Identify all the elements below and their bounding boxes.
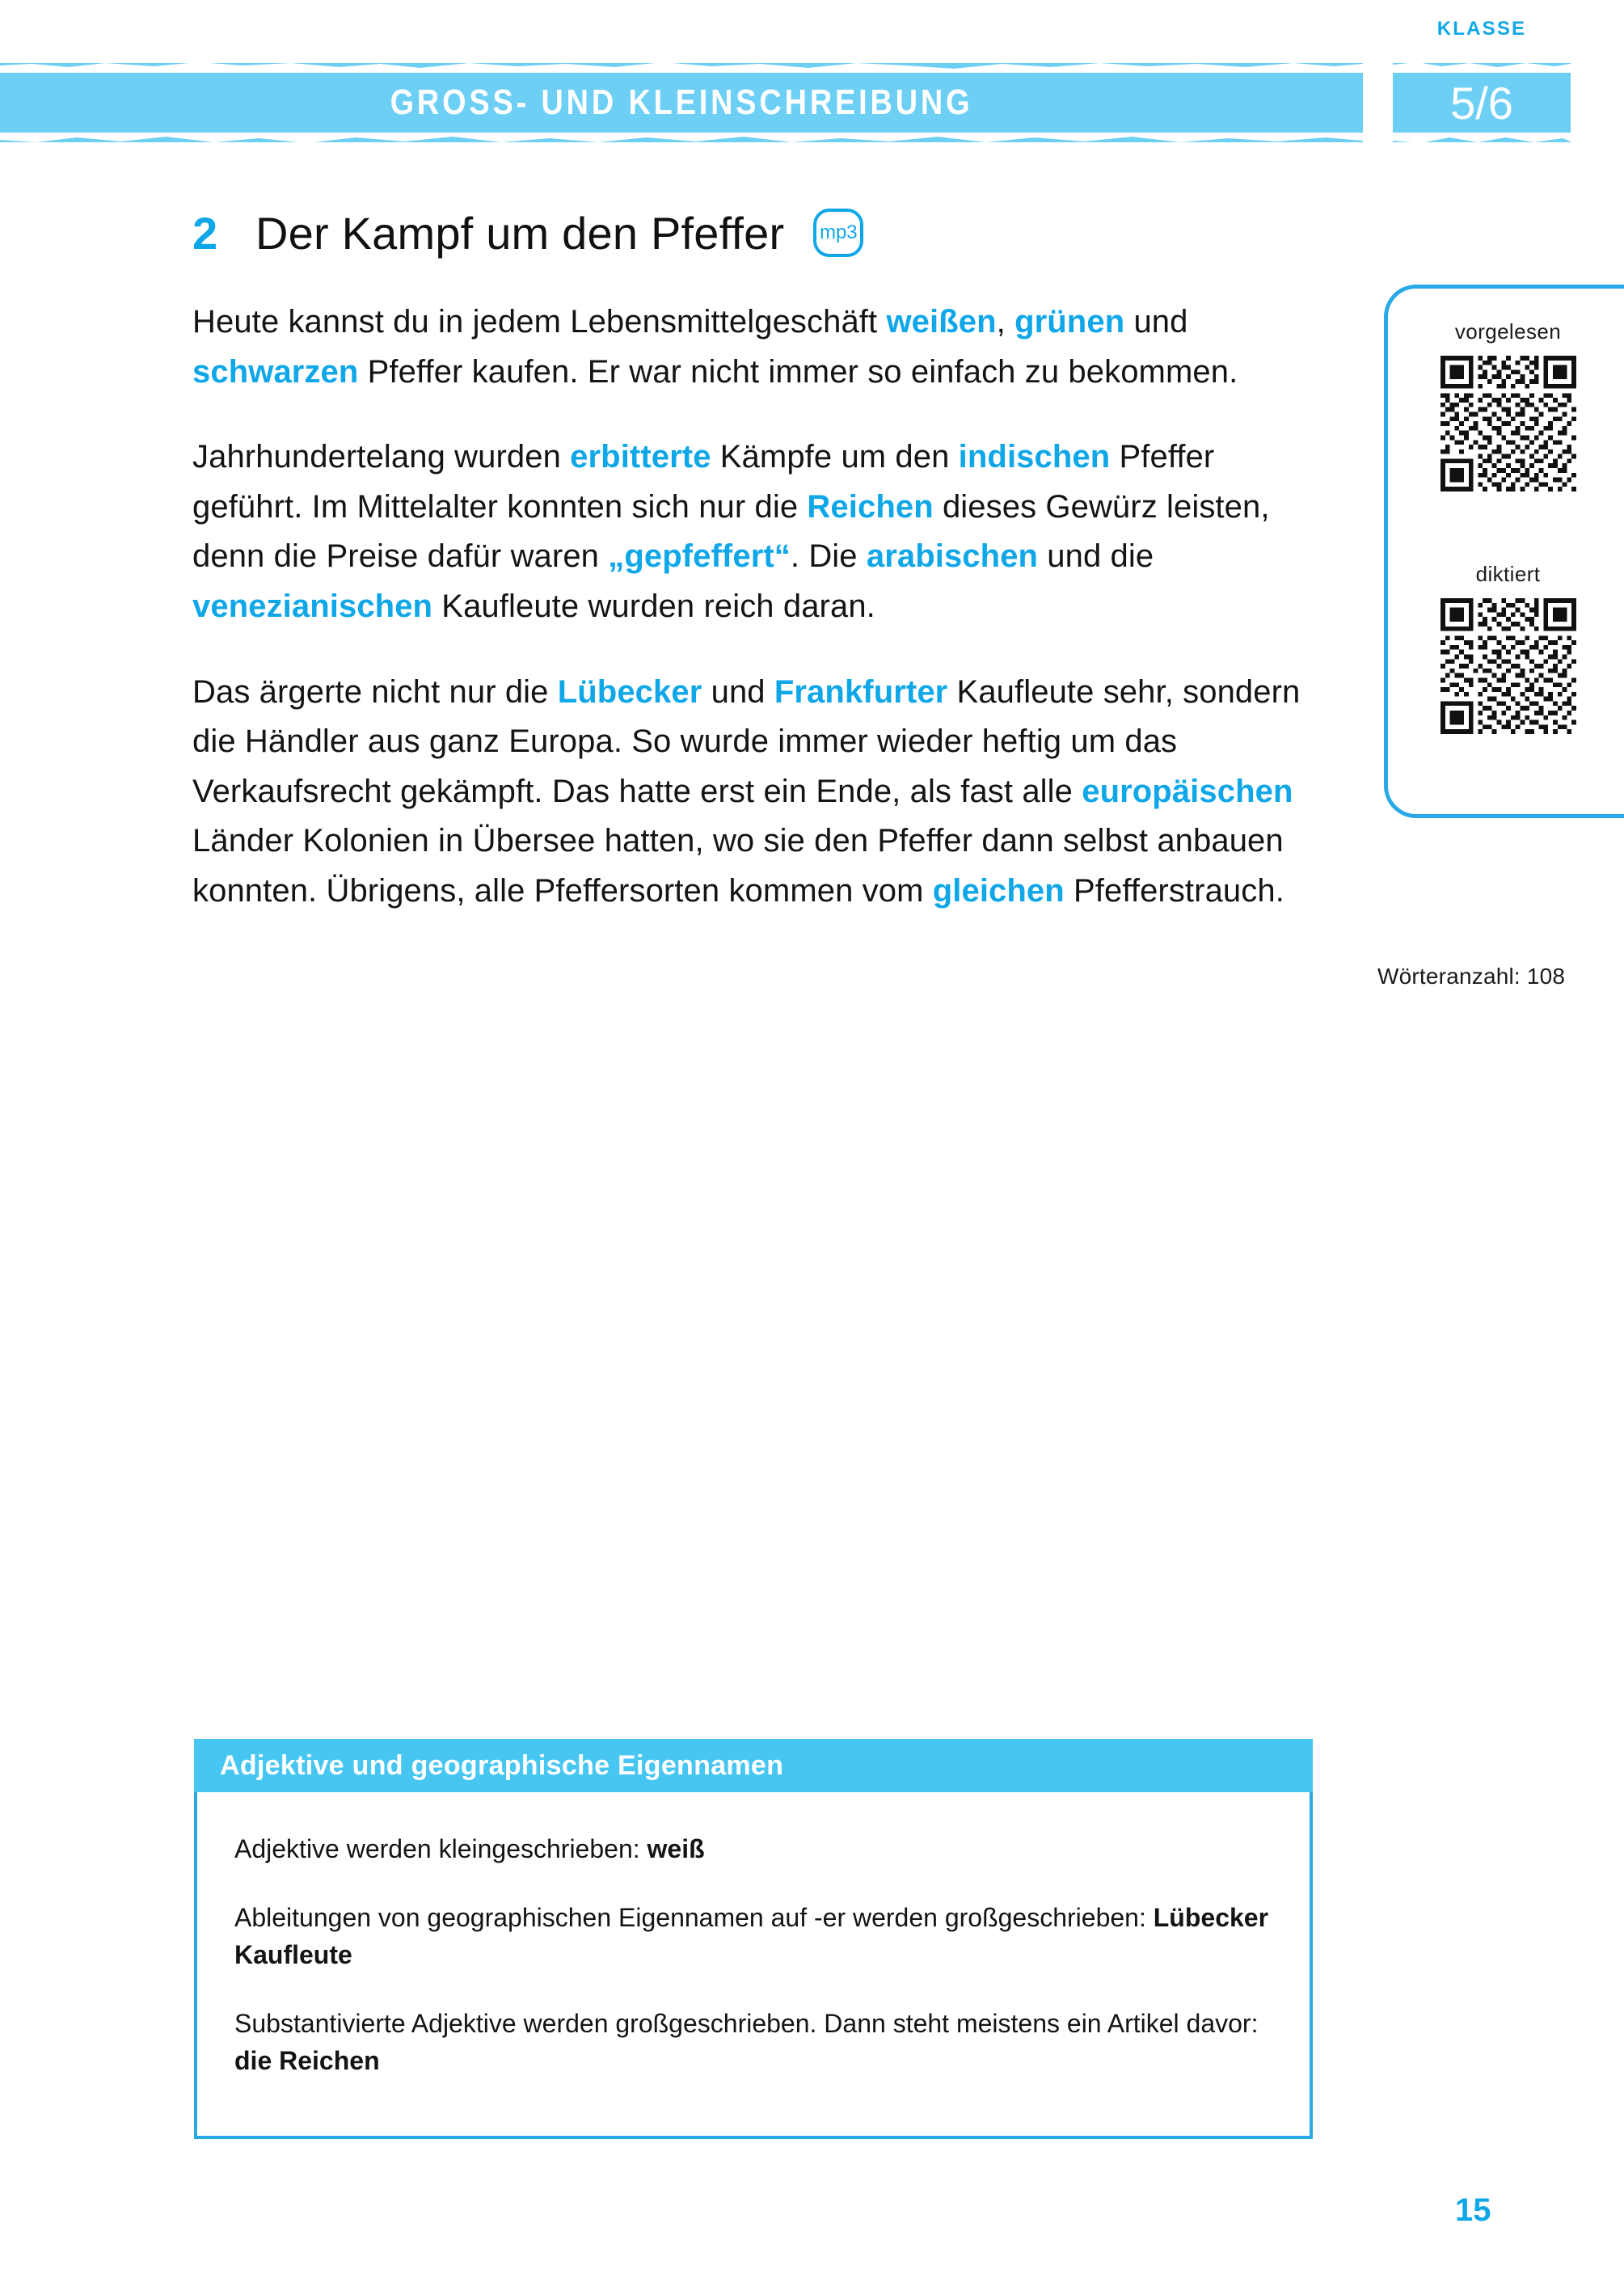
highlighted-word: erbitterte	[570, 439, 711, 475]
highlighted-word: Reichen	[807, 488, 934, 525]
body-text: Das ärgerte nicht nur die	[192, 673, 558, 710]
qr-code-icon[interactable]	[1441, 356, 1576, 492]
reading-text	[192, 297, 1332, 952]
mp3-badge-icon[interactable]: mp3	[813, 209, 863, 257]
highlighted-word: gleichen	[932, 872, 1065, 909]
body-text: und die	[1038, 538, 1154, 575]
body-text: dieses Gewürz leisten, denn die Preise dafür waren	[192, 488, 1270, 575]
rule-item	[234, 2006, 1271, 2079]
task-title: Der Kampf um den Pfeffer	[255, 207, 785, 259]
body-text: Kämpfe um den	[711, 439, 959, 475]
body-text: Pfeffer geführt. Im Mittelalter konnten sich nur die	[192, 439, 1215, 525]
reading-paragraph	[192, 668, 1332, 917]
task-number: 2	[192, 207, 218, 259]
reading-paragraph	[192, 297, 1332, 397]
body-text: Pfeffer kaufen. Er war nicht immer so einfach zu bekommen.	[358, 353, 1238, 390]
highlighted-word: venezianischen	[192, 588, 433, 624]
body-text: . Die	[790, 538, 867, 575]
body-text: Länder Kolonien in Übersee hatten, wo sie den Pfeffer dann selbst anbauen konnten. Übrigens, alle Pfeffersorten kommen vom	[192, 823, 1284, 909]
rules-infobox-title: Adjektive und geographische Eigennamen	[220, 1749, 784, 1781]
rule-text: Substantivierte Adjektive werden großgeschrieben. Dann steht meistens ein Artikel davor:	[234, 2009, 1259, 2039]
qr-item-vorgelesen[interactable]	[1388, 319, 1624, 492]
reading-paragraph	[192, 432, 1332, 631]
highlighted-word: Frankfurter	[774, 673, 948, 710]
rule-example: weiß	[647, 1834, 705, 1863]
highlighted-word: arabischen	[866, 538, 1039, 575]
rule-text: Adjektive werden kleingeschrieben:	[234, 1834, 647, 1863]
qr-panel	[1384, 285, 1624, 818]
highlighted-word: weißen	[886, 304, 997, 340]
rules-infobox-header	[194, 1739, 1313, 1792]
rule-example: die Reichen	[234, 2045, 380, 2075]
highlighted-word: Lübecker	[557, 673, 702, 710]
klasse-value: 5/6	[1450, 77, 1513, 129]
body-text: Pfefferstrauch.	[1064, 872, 1284, 909]
klasse-label: KLASSE	[1436, 18, 1527, 40]
qr-code-icon[interactable]	[1441, 598, 1576, 734]
body-text: und	[702, 673, 774, 710]
qr-item-diktiert[interactable]	[1388, 562, 1624, 734]
highlighted-word: indischen	[958, 439, 1111, 475]
rule-item	[234, 1900, 1271, 1973]
page-number: 15	[1455, 2192, 1491, 2228]
rule-example: Lübecker Kaufleute	[234, 1903, 1269, 1969]
banner-title: GROSS- UND KLEINSCHREIBUNG	[390, 82, 973, 122]
highlighted-word: „gepfeffert“	[608, 538, 791, 575]
qr-caption: vorgelesen	[1454, 319, 1562, 344]
page-header	[0, 0, 1624, 162]
rules-infobox	[194, 1739, 1313, 2139]
highlighted-word: grünen	[1014, 304, 1125, 340]
body-text: und	[1124, 304, 1188, 340]
body-text: Heute kannst du in jedem Lebensmittelgeschäft	[192, 304, 887, 340]
body-text: Kaufleute wurden reich daran.	[432, 588, 875, 624]
word-count: Wörteranzahl: 108	[1377, 964, 1566, 989]
rule-item	[234, 1831, 1271, 1867]
task-heading	[192, 200, 863, 265]
body-text: Kaufleute sehr, sondern die Händler aus ganz Europa. So wurde immer wieder heftig um das Verkaufsrecht gekämpft. Das hatte erst ein Ende, als fast alle	[192, 673, 1301, 809]
highlighted-word: schwarzen	[192, 353, 359, 390]
body-text: ,	[996, 304, 1015, 340]
highlighted-word: europäischen	[1082, 773, 1293, 809]
body-text: Jahrhundertelang wurden	[192, 439, 571, 475]
rule-text: Ableitungen von geographischen Eigennamen auf -er werden großgeschrieben:	[234, 1903, 1154, 1933]
rules-infobox-body	[197, 1792, 1310, 2136]
qr-caption: diktiert	[1475, 562, 1541, 586]
